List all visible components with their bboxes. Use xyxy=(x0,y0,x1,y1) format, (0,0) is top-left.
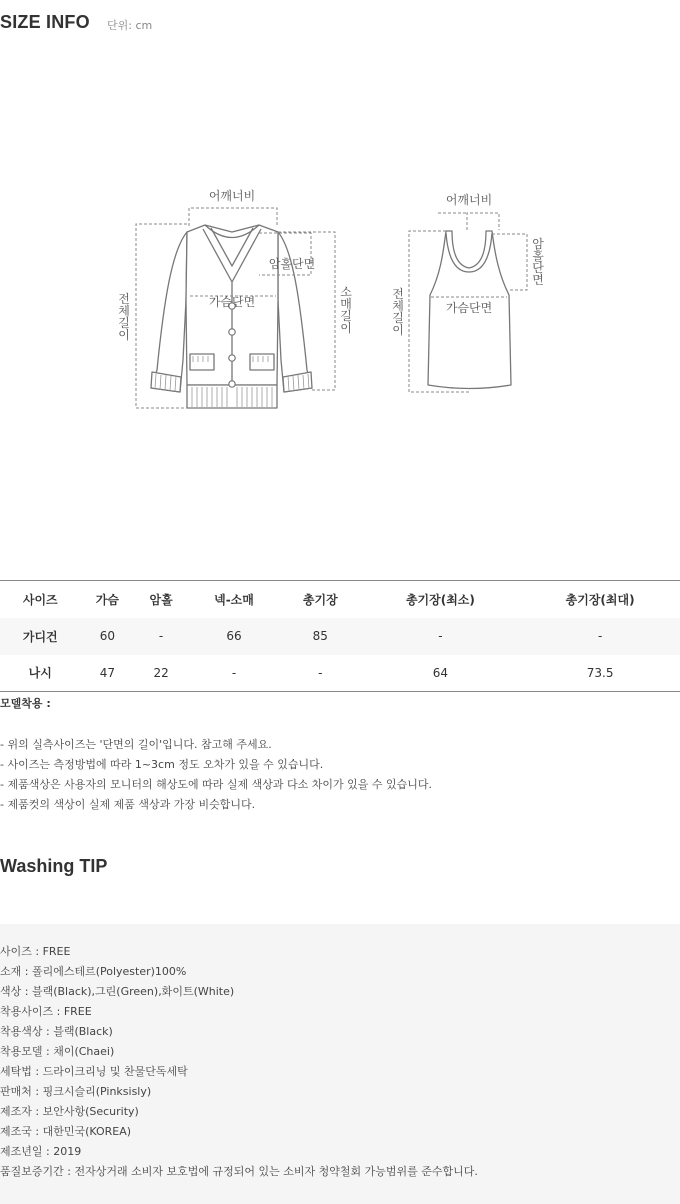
list-item: - 위의 실측사이즈는 '단면의 길이'입니다. 참고해 주세요. xyxy=(0,738,272,751)
cardigan-chest-label: 가슴단면 xyxy=(208,295,256,309)
header-total-length-max: 총기장(최대) xyxy=(565,592,635,607)
svg-text:길: 길 xyxy=(392,311,404,325)
cardigan-length-label xyxy=(118,291,130,342)
svg-text:면: 면 xyxy=(532,273,544,287)
garment-measurement-diagram xyxy=(0,180,680,420)
cardigan-shoulder-label: 어깨너비 xyxy=(208,189,256,203)
svg-text:체: 체 xyxy=(118,304,130,318)
header-neck-sleeve: 넥-소매 xyxy=(214,592,254,607)
table-cell: 64 xyxy=(432,665,449,680)
svg-text:체: 체 xyxy=(392,299,404,313)
list-item: 품질보증기간 : 전자상거래 소비자 보호법에 규정되어 있는 소비자 청약철회 가능범위를 준수합니다. xyxy=(0,1165,478,1178)
table-cell: 85 xyxy=(312,629,328,643)
header-total-length-min: 총기장(최소) xyxy=(405,592,475,607)
list-item: - 사이즈는 측정방법에 따라 1~3cm 정도 오차가 있을 수 있습니다. xyxy=(0,758,324,771)
list-item: 사이즈 : FREE xyxy=(0,945,71,958)
svg-text:이: 이 xyxy=(392,323,404,337)
table-cell: - xyxy=(438,629,443,643)
list-item: 제조자 : 보안사항(Security) xyxy=(0,1105,139,1118)
svg-text:이: 이 xyxy=(340,321,352,335)
model-wearing-label: 모델착용 : xyxy=(0,697,51,710)
header-size: 사이즈 xyxy=(22,592,58,607)
table-cell: 60 xyxy=(99,629,116,643)
header-total-length: 총기장 xyxy=(302,592,338,607)
table-cell: - xyxy=(231,665,237,680)
svg-text:전: 전 xyxy=(118,292,130,306)
svg-text:이: 이 xyxy=(118,328,130,342)
cardigan-sleeve-length-label xyxy=(340,285,352,335)
svg-text:길: 길 xyxy=(118,316,130,330)
table-cell: - xyxy=(597,629,603,643)
table-cell: 22 xyxy=(153,665,169,680)
list-item: 착용색상 : 블랙(Black) xyxy=(0,1025,113,1038)
table-cell: 66 xyxy=(226,629,242,643)
svg-text:길: 길 xyxy=(340,309,352,323)
list-item: 착용모델 : 채이(Chaei) xyxy=(0,1045,115,1058)
list-item: - 제품컷의 색상이 실제 제품 색상과 가장 비슷합니다. xyxy=(0,798,256,811)
size-notes xyxy=(0,735,432,815)
svg-text:매: 매 xyxy=(340,297,352,311)
sleeveless-chest-label: 가슴단면 xyxy=(445,301,493,315)
svg-text:단: 단 xyxy=(532,261,544,275)
table-cell: 나시 xyxy=(28,666,52,681)
list-item: 제조년일 : 2019 xyxy=(0,1145,82,1158)
size-info-title: SIZE INFO xyxy=(0,12,90,32)
product-info-list xyxy=(0,942,478,1182)
sleeveless-length-label xyxy=(392,286,404,337)
sleeveless-shoulder-label: 어깨너비 xyxy=(445,193,493,207)
table-cell: - xyxy=(158,629,164,643)
list-item: 색상 : 블랙(Black),그린(Green),화이트(White) xyxy=(0,985,235,998)
list-item: - 제품색상은 사용자의 모니터의 해상도에 따라 실제 색상과 다소 차이가 있을 수 있습니다. xyxy=(0,778,432,791)
table-cell: - xyxy=(318,665,323,680)
svg-text:전: 전 xyxy=(392,287,404,301)
table-cell: 가디건 xyxy=(22,629,58,644)
header-chest: 가슴 xyxy=(95,592,119,607)
sleeveless-armhole-label xyxy=(532,236,544,287)
size-table-header xyxy=(0,581,680,618)
cardigan-armhole-label: 암홀단면 xyxy=(268,257,316,271)
header-armhole: 암홀 xyxy=(149,592,173,607)
size-table xyxy=(0,580,680,692)
svg-text:홀: 홀 xyxy=(532,249,544,263)
table-row xyxy=(0,655,680,692)
list-item: 판매처 : 핑크시슬리(Pinksisly) xyxy=(0,1085,152,1098)
washing-tip-title: Washing TIP xyxy=(0,856,108,876)
svg-text:소: 소 xyxy=(340,285,352,299)
list-item: 세탁법 : 드라이크리닝 및 찬물단독세탁 xyxy=(0,1065,188,1078)
table-cell: 73.5 xyxy=(586,665,614,680)
unit-label: 단위: cm xyxy=(107,19,153,32)
list-item: 제조국 : 대한민국(KOREA) xyxy=(0,1125,132,1138)
svg-text:암: 암 xyxy=(532,237,544,251)
table-cell: 47 xyxy=(99,665,116,680)
list-item: 소재 : 폴리에스테르(Polyester)100% xyxy=(0,965,187,978)
list-item: 착용사이즈 : FREE xyxy=(0,1005,92,1018)
table-row xyxy=(0,618,680,655)
